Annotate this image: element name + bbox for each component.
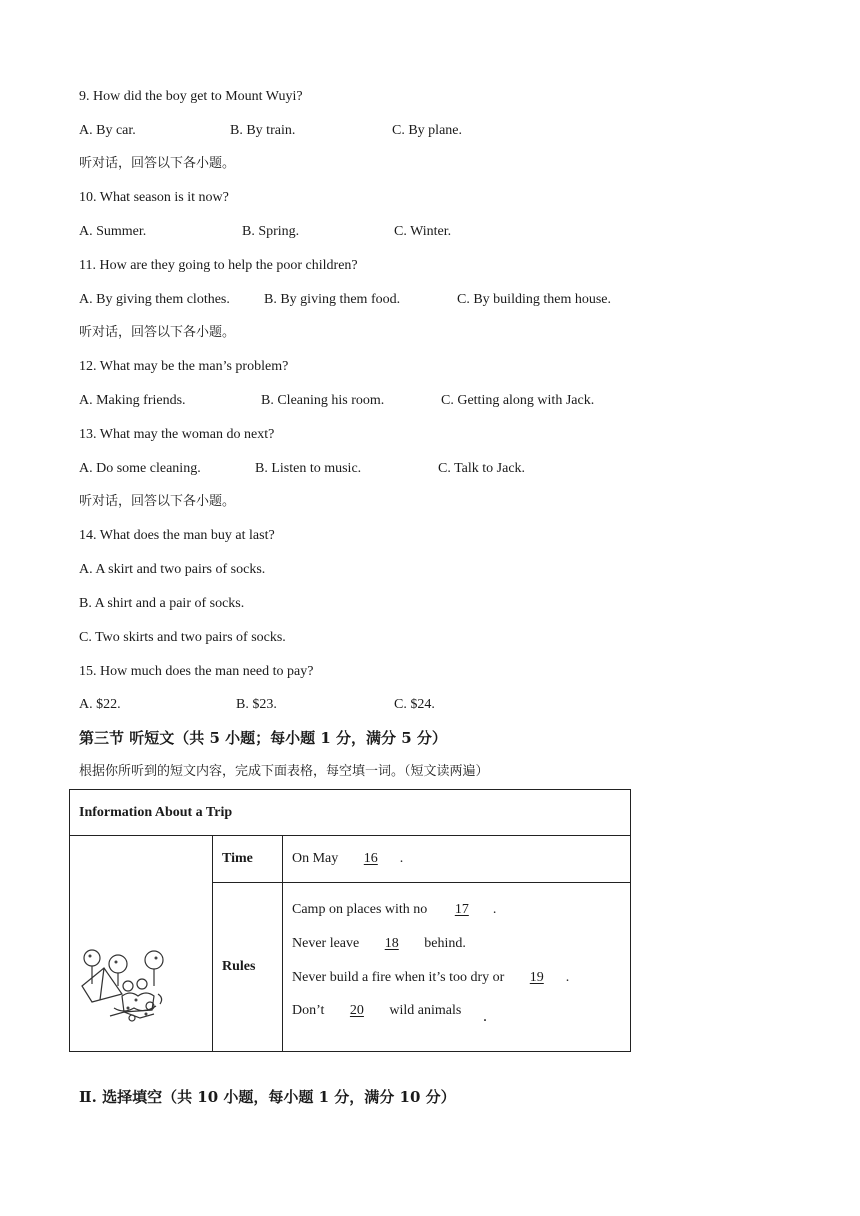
time-prefix: On May <box>292 851 339 867</box>
instruction: 听对话，回答以下各小题。 <box>79 156 236 171</box>
rule-4-suffix: wild animals <box>389 1003 462 1019</box>
q14-option-b: B. A shirt and a pair of socks. <box>79 596 245 611</box>
blank-16: 16 <box>363 851 378 867</box>
rule-4-dot: . <box>483 1008 487 1026</box>
section-3-intro: 根据你所听到的短文内容，完成下面表格，每空填一词。（短文读两遍） <box>79 764 489 779</box>
q15-option-c: C. $24. <box>394 697 435 712</box>
question-9: 9. How did the boy get to Mount Wuyi? <box>79 89 303 104</box>
question-13: 13. What may the woman do next? <box>79 427 275 442</box>
q15-option-b: B. $23. <box>236 697 277 712</box>
camping-illustration <box>70 836 212 1046</box>
q12-option-b: B. Cleaning his room. <box>261 393 385 408</box>
q10-option-c: C. Winter. <box>394 224 452 239</box>
time-suffix: . <box>399 851 404 867</box>
question-10: 10. What season is it now? <box>79 190 229 205</box>
question-11: 11. How are they going to help the poor children? <box>79 258 358 273</box>
section-3-title: 第三节 听短文（共 5 小题；每小题 1 分，满分 5 分） <box>79 729 447 747</box>
q9-option-a: A. By car. <box>79 123 136 138</box>
trip-info-table <box>69 789 631 1052</box>
rules-label: Rules <box>213 883 283 1052</box>
time-label: Time <box>213 836 283 883</box>
q14-option-c: C. Two skirts and two pairs of socks. <box>79 630 286 645</box>
blank-18: 18 <box>384 936 399 952</box>
instruction: 听对话，回答以下各小题。 <box>79 494 236 509</box>
q9-option-b: B. By train. <box>230 123 296 138</box>
q15-option-a: A. $22. <box>79 697 121 712</box>
rule-2-suffix: behind. <box>424 936 466 952</box>
rule-1-text: Camp on places with no <box>292 902 428 918</box>
section-2-title: Ⅱ. 选择填空（共 10 小题，每小题 1 分，满分 10 分） <box>79 1088 456 1106</box>
q14-option-a: A. A skirt and two pairs of socks. <box>79 562 266 577</box>
q10-option-a: A. Summer. <box>79 224 147 239</box>
time-value <box>283 836 631 883</box>
q9-option-c: C. By plane. <box>392 123 462 138</box>
rule-1-suffix: . <box>492 902 497 918</box>
blank-19: 19 <box>529 970 544 986</box>
rule-3-text: Never build a fire when it’s too dry or <box>292 970 505 986</box>
q13-option-a: A. Do some cleaning. <box>79 461 201 476</box>
blank-17: 17 <box>454 902 469 918</box>
rule-1 <box>292 902 496 918</box>
rule-4 <box>292 1003 461 1019</box>
instruction: 听对话，回答以下各小题。 <box>79 325 236 340</box>
rule-2 <box>292 936 466 952</box>
rule-4-text: Don’t <box>292 1003 325 1019</box>
q13-option-b: B. Listen to music. <box>255 461 362 476</box>
rule-3-suffix: . <box>565 970 570 986</box>
rule-3 <box>292 970 569 986</box>
camping-illustration-cell <box>70 836 213 1052</box>
q11-option-a: A. By giving them clothes. <box>79 292 230 307</box>
q11-option-c: C. By building them house. <box>457 292 611 307</box>
q13-option-c: C. Talk to Jack. <box>438 461 526 476</box>
q10-option-b: B. Spring. <box>242 224 300 239</box>
q12-option-a: A. Making friends. <box>79 393 186 408</box>
blank-20: 20 <box>349 1003 364 1019</box>
rules-list <box>283 883 631 1052</box>
question-12: 12. What may be the man’s problem? <box>79 359 289 374</box>
q11-option-b: B. By giving them food. <box>264 292 401 307</box>
table-header: Information About a Trip <box>70 790 631 836</box>
rule-2-text: Never leave <box>292 936 360 952</box>
question-14: 14. What does the man buy at last? <box>79 528 275 543</box>
q12-option-c: C. Getting along with Jack. <box>441 393 595 408</box>
question-15: 15. How much does the man need to pay? <box>79 664 314 679</box>
